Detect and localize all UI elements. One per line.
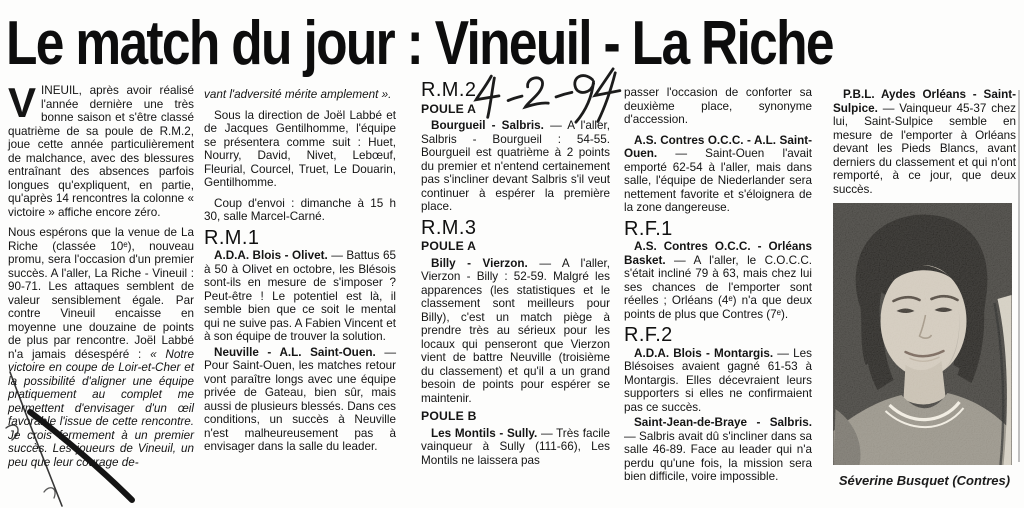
match-paragraph	[421, 257, 610, 406]
poule-a-label: POULE A	[421, 239, 477, 253]
photo-figure	[833, 203, 1016, 488]
match-teams: Billy - Vierzon.	[431, 256, 528, 270]
match-paragraph	[624, 134, 812, 215]
match-paragraph	[624, 240, 812, 321]
match-report: — A l'aller, Vierzon - Billy : 52-59. Malgré les apparences (les statistiques et le classement sont meilleurs pour Billy), c'est un match piège à prendre très au sérieux pour les locaux qui penseront que Vierzon vient de battre Neuville (troisième du classement) et qu'il a un grand besoin de points pour espérer se maintenir.	[421, 256, 611, 405]
match-teams: A.S. Contres O.C.C. - Orléans Basket.	[624, 240, 812, 267]
match-paragraph	[421, 427, 610, 468]
section-heading-rf1: R.F.1	[624, 217, 673, 240]
player-photo	[833, 203, 1012, 465]
section-heading-rm1: R.M.1	[204, 226, 260, 249]
article-column-1	[8, 79, 195, 476]
paragraph-text: Nous espérons que la venue de La Riche (classée 10ᵉ), nouveau promu, sera l'occasion d'un premier succès. A l'aller, La Riche - Vineuil : 90-71. Les attaques semblent de valeur sensiblement égale. Par contre Vineuil encaisse en moyenne une douzaine de points de plus par rencontre. Joël Labbé n'a jamais désespéré :	[8, 226, 194, 361]
continued-quote: vant l'adversité mérite amplement ».	[204, 88, 392, 101]
headline: Le match du jour : Vineuil - La Riche	[6, 9, 833, 78]
article-column-5	[833, 88, 1016, 488]
match-report: — A l'aller, Salbris - Bourgueil : 54-55. Bourgueil est quatrième à 2 points du premier et n'entend certainement pas s'incliner devant Salbris s'il veut continuer à espérer la première place.	[421, 119, 611, 213]
kickoff-paragraph: Coup d'envoi : dimanche à 15 h 30, salle Marcel-Carné.	[204, 196, 396, 223]
photo-caption: Séverine Busquet (Contres)	[838, 473, 1011, 488]
quote-text: « Notre victoire en coupe de Loir-et-Cher et la possibilité d'aligner une équipe pratiquement au complet me permettent d'envisager d'un œil favorable l'issue de cette rencontre. Je crois fermement à un premier succès. Les joueurs de Vineuil, un peu que leur courage de-	[8, 347, 195, 469]
match-report: — Salbris avait dû s'incliner dans sa salle 46-89. Face au leader qui n'a perdu qu'une fois, la mission sera bien difficile, voire impossible.	[624, 429, 812, 483]
section-heading-rm3: R.M.3	[421, 216, 477, 239]
match-report: — Vainqueur 45-37 chez lui, Saint-Sulpice semble en mesure de l'emporter à Orléans devant les Pieds Blancs, avant derniers du classement et qui n'ont remporté, à ce jour, que deux succès.	[833, 101, 1016, 196]
lead-paragraph	[8, 79, 194, 219]
continued-text: passer l'occasion de conforter sa deuxième place, synonyme d'accession.	[624, 86, 812, 126]
article-column-4	[624, 86, 812, 486]
article-column-2	[204, 88, 396, 456]
match-teams: Saint-Jean-de-Braye - Salbris.	[634, 416, 812, 429]
match-paragraph	[204, 249, 396, 344]
match-report: — Saint-Ouen l'avait emporté 62-54 à l'aller, mais dans salle, l'équipe de Niederlander sera nettement favorite et s'éloignera de la zone dangereuse.	[624, 147, 812, 214]
section-heading-rm2: R.M.2	[421, 79, 477, 101]
match-teams: Bourgueil - Salbris.	[431, 119, 544, 132]
section-heading-rf2: R.F.2	[624, 324, 673, 346]
match-paragraph	[204, 346, 396, 454]
paragraph: Sous la direction de Joël Labbé et de Jacques Gentilhomme, l'équipe se présentera comme suit : Huet, Nourry, David, Nivet, Lebœuf, Fleurial, Courcel, Truet, Le Douarin, Gentilhomme.	[204, 108, 396, 189]
poule-b-label: POULE B	[421, 409, 477, 423]
match-teams: Neuville - A.L. Saint-Ouen.	[214, 345, 376, 359]
match-report: — A l'aller, le C.O.C.C. s'était incliné 79 à 63, mais chez lui ses chances de l'emporter sont réelles ; Orléans (4ᵉ) n'a que deux points de plus que Contres (7ᵉ).	[624, 253, 813, 321]
paragraph	[8, 226, 194, 469]
match-report: — Les Blésoises avaient gagné 61-53 à Montargis. Elles décevraient leurs supporters si elles ne confirmaient pas ce succès.	[624, 346, 812, 414]
match-teams: Les Montils - Sully.	[431, 426, 538, 440]
match-paragraph	[421, 119, 610, 214]
match-teams: A.D.A. Blois - Olivet.	[214, 249, 328, 262]
drop-cap: V	[8, 79, 37, 126]
match-report: — Battus 65 à 50 à Olivet en octobre, les Blésois sont-ils en mesure de s'imposer ? Peut-être ! Le potentiel est là, il semble bien que ce soit le mental qui ne suive pas. A Fabien Vincent et à son équipe de trouver la solution.	[204, 249, 396, 343]
match-report: — Pour Saint-Ouen, les matches retour vont paraître longs avec une équipe privée de Gateau, bien sûr, mais aussi de plusieurs blessés. Dans ces conditions, un succès à Neuville n'est malheureusement pas à envisager dans la salle du leader.	[204, 345, 396, 453]
match-paragraph	[624, 416, 812, 484]
match-teams: P.B.L. Aydes Orléans - Saint-Sulpice.	[833, 88, 1016, 115]
match-paragraph	[624, 347, 812, 415]
lead-text: INEUIL, après avoir réalisé l'année dernière une très bonne saison et s'être classé quatrième de sa poule de R.M.2, joue cette année particulièrement de malchance, avec des blessures entraînant des absences parfois longues qu'expliquent, en partie, qu'après 14 rencontres la colonne « victoire » affiche encore zéro.	[8, 84, 194, 219]
match-report: — Très facile vainqueur à Sully (111-66), Les Montils ne laissera pas	[421, 426, 611, 467]
match-teams: A.D.A. Blois - Montargis.	[634, 346, 774, 360]
poule-a-label: POULE A	[421, 101, 477, 116]
page-edge-rule	[1018, 90, 1020, 462]
match-paragraph	[833, 88, 1016, 196]
article-column-3	[421, 79, 611, 469]
match-teams: A.S. Contres O.C.C. - A.L. Saint-Ouen.	[624, 133, 812, 160]
